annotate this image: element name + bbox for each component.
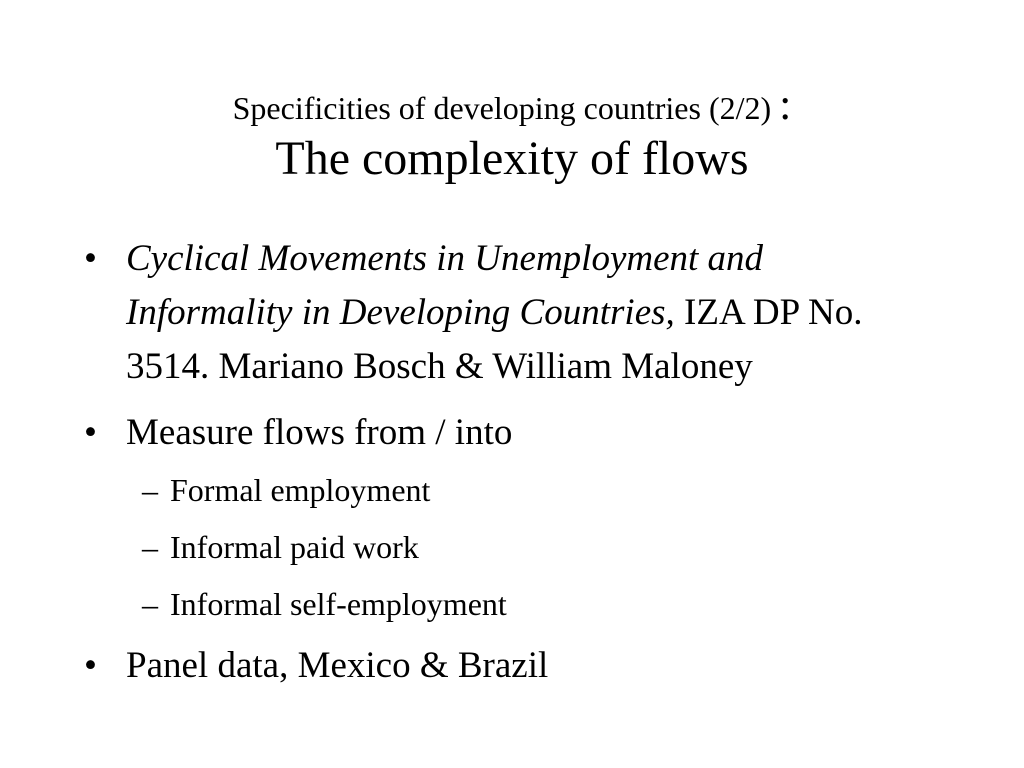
title-subheading-text: Specificities of developing countries (2/2) — [232, 90, 772, 126]
bullet-marker: • — [84, 238, 97, 279]
paper-citation: IZA DP No. 3514. Mariano Bosch & William Maloney — [126, 292, 863, 387]
bullet-item-measure-flows — [84, 406, 934, 460]
sub-item-informal-paid-work — [84, 525, 934, 569]
title-subheading — [0, 78, 1024, 135]
paper-title: Cyclical Movements in Unemployment and Informality in Developing Countries, — [126, 238, 764, 333]
sub-marker: – — [142, 529, 158, 565]
title-colon: : — [779, 80, 792, 129]
bullet-marker: • — [84, 412, 97, 453]
sub-item-formal-employment — [84, 468, 934, 512]
sub-marker: – — [142, 586, 158, 622]
sub-item-text: Informal self-employment — [170, 586, 507, 622]
bullet-text: Panel data, Mexico & Brazil — [126, 645, 549, 686]
bullet-item-panel-data — [84, 639, 934, 693]
slide-title — [0, 78, 1024, 187]
sub-marker: – — [142, 472, 158, 508]
bullet-text: Measure flows from / into — [126, 412, 513, 453]
bullet-item-reference — [84, 232, 934, 394]
sub-item-informal-self-employment — [84, 582, 934, 626]
title-main: The complexity of flows — [275, 132, 749, 185]
bullet-marker: • — [84, 645, 97, 686]
sub-bullet-list — [84, 468, 934, 626]
sub-item-text: Formal employment — [170, 472, 431, 508]
sub-item-text: Informal paid work — [170, 529, 419, 565]
bullet-list — [84, 232, 934, 705]
